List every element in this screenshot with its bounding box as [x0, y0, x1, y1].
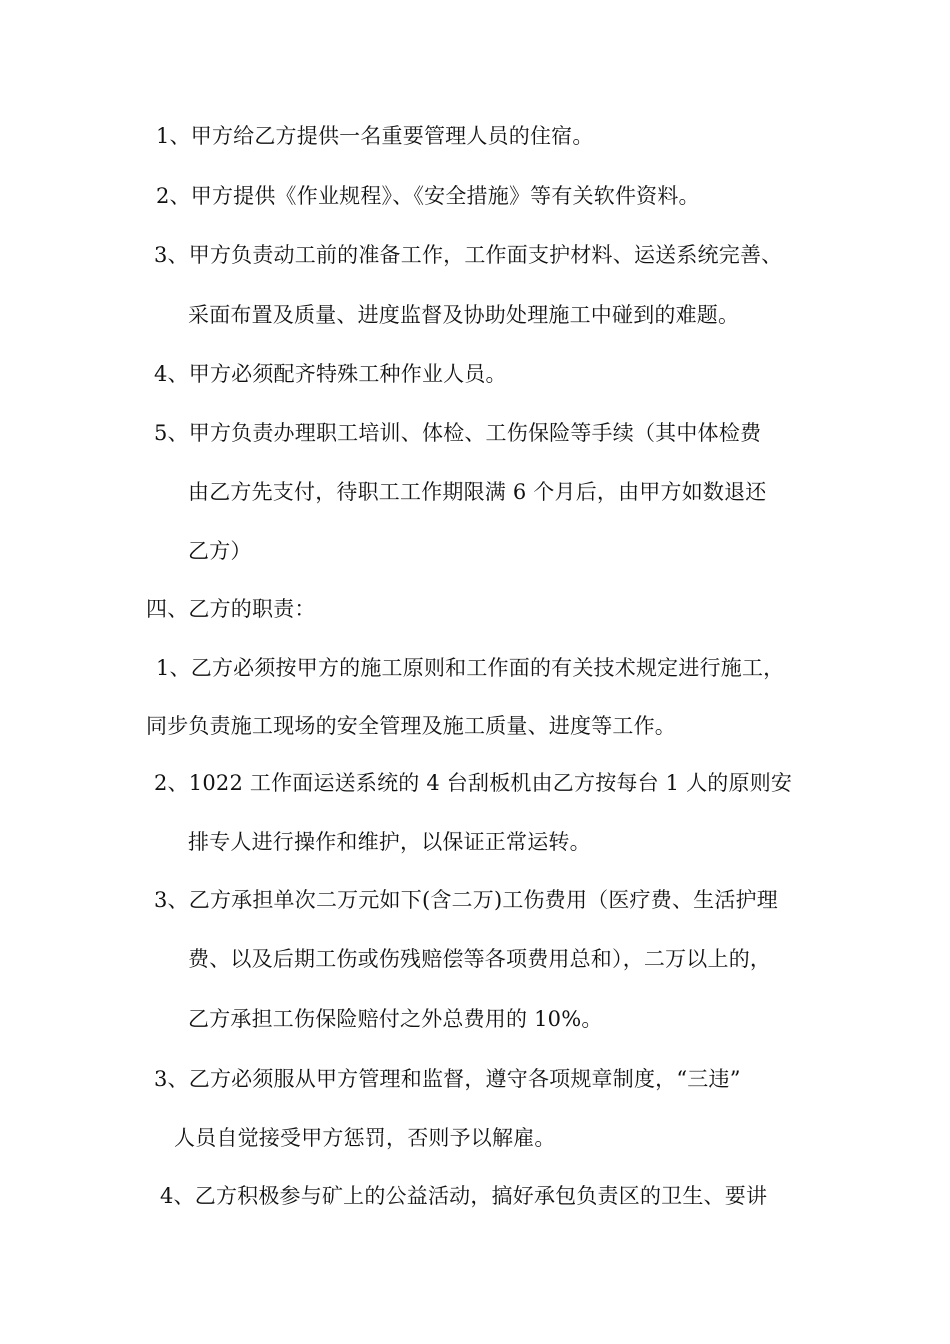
item-4-line: 4、甲方必须配齐特殊工种作业人员。 — [154, 362, 507, 386]
item-5-continuation-1: 由乙方先支付，待职工工作期限满 6 个月后，由甲方如数退还 — [188, 480, 767, 504]
party-b-item-3-continuation-2: 乙方承担工伤保险赔付之外总费用的 10%。 — [188, 1007, 603, 1031]
party-b-item-2-line: 2、1022 工作面运送系统的 4 台刮板机由乙方按每台 1 人的原则安 — [154, 771, 793, 795]
party-b-item-2-continuation: 排专人进行操作和维护，以保证正常运转。 — [188, 830, 591, 854]
party-b-item-3b-line: 3、乙方必须服从甲方管理和监督，遵守各项规章制度，“三违” — [154, 1067, 741, 1091]
party-b-item-3b-continuation: 人员自觉接受甲方惩罚，否则予以解雇。 — [174, 1126, 556, 1150]
item-3-line: 3、甲方负责动工前的准备工作，工作面支护材料、运送系统完善、 — [154, 243, 783, 267]
item-1-line: 1、甲方给乙方提供一名重要管理人员的住宿。 — [156, 124, 594, 148]
party-b-item-3-continuation-1: 费、以及后期工伤或伤残赔偿等各项费用总和），二万以上的， — [188, 947, 772, 971]
item-5-line: 5、甲方负责办理职工培训、体检、工伤保险等手续（其中体检费 — [154, 421, 762, 445]
party-b-item-3-line: 3、乙方承担单次二万元如下(含二万)工伤费用（医疗费、生活护理 — [154, 888, 778, 912]
party-b-item-1-line: 1、乙方必须按甲方的施工原则和工作面的有关技术规定进行施工， — [156, 656, 785, 680]
section-heading: 四、乙方的职责： — [146, 597, 316, 621]
item-5-continuation-2: 乙方） — [188, 539, 252, 563]
item-2-line: 2、甲方提供《作业规程》、《安全措施》等有关软件资料。 — [156, 184, 700, 208]
party-b-item-1-continuation: 同步负责施工现场的安全管理及施工质量、进度等工作。 — [146, 714, 676, 738]
party-b-item-4-line: 4、乙方积极参与矿上的公益活动，搞好承包负责区的卫生、要讲 — [160, 1184, 768, 1208]
item-3-continuation: 采面布置及质量、进度监督及协助处理施工中碰到的难题。 — [188, 303, 740, 327]
